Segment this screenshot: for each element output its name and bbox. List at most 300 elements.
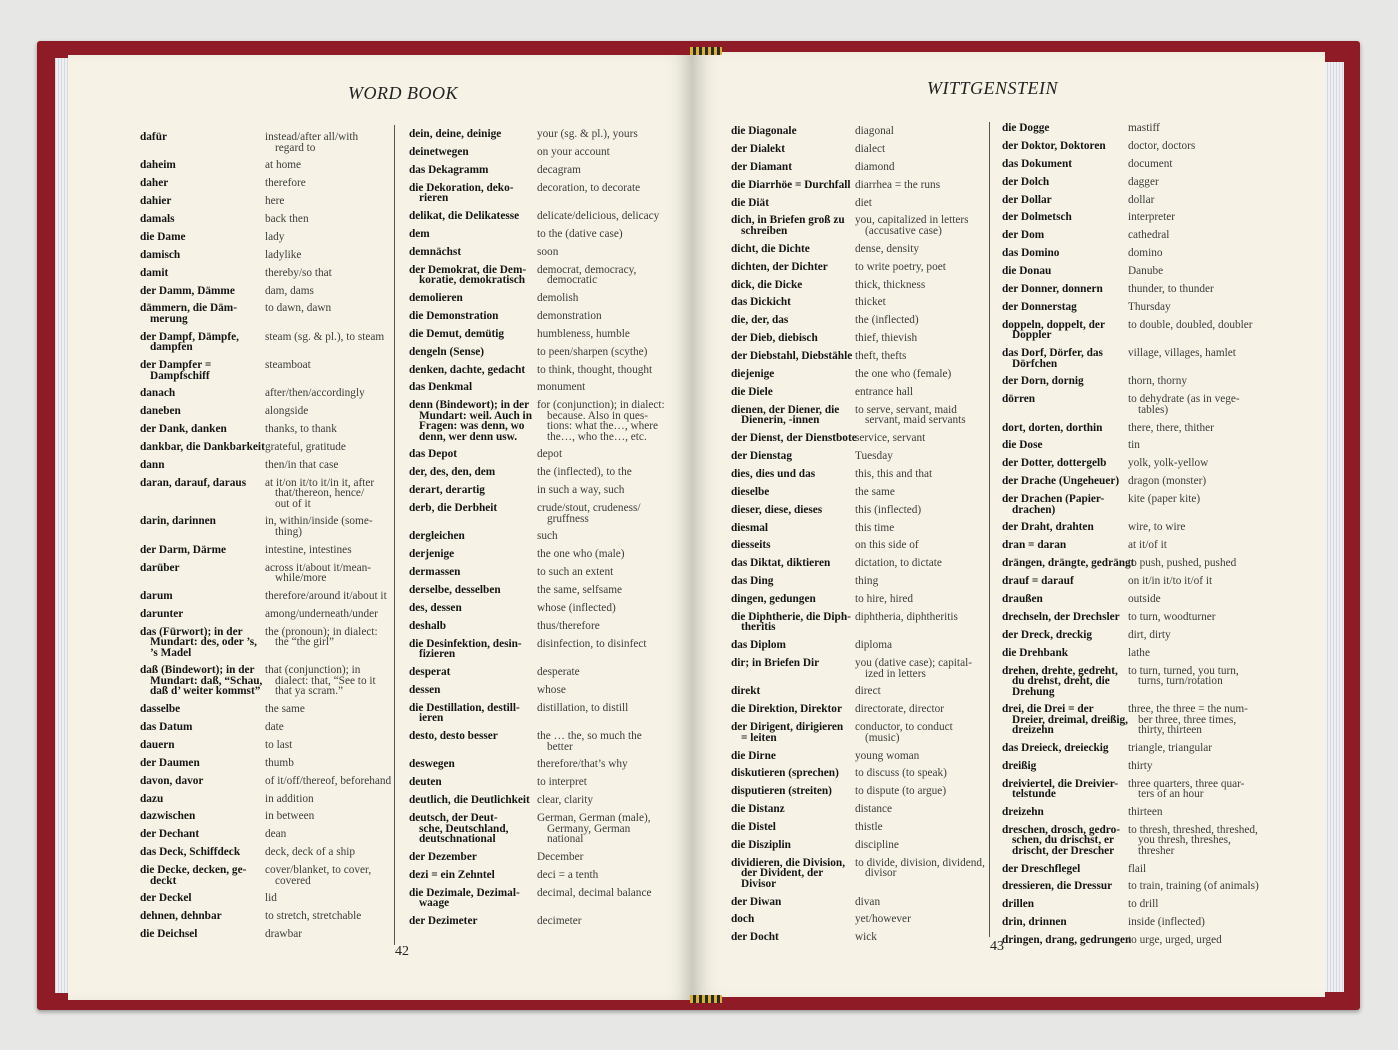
entry-headword: draußen bbox=[1002, 593, 1043, 605]
entry-definition: to double, doubled, doubler bbox=[1128, 318, 1253, 331]
entry-headword: diskutieren (sprechen) bbox=[731, 767, 839, 780]
entry-headword: desto, desto besser bbox=[409, 730, 498, 743]
entry-definition: dragon (monster) bbox=[1128, 475, 1207, 488]
entry-definition: such bbox=[537, 530, 558, 543]
entry-headword: dermassen bbox=[409, 566, 461, 579]
entry-headword: das (Fürwort); in der Mundart: des, oder ’s, ’s Madel bbox=[140, 625, 258, 659]
entry-definition: soon bbox=[537, 245, 559, 258]
entry-definition: village, villages, hamlet bbox=[1128, 347, 1236, 360]
entry-definition: diploma bbox=[855, 639, 893, 652]
entry-headword: der Dieb, diebisch bbox=[731, 332, 818, 345]
entry-headword: doppeln, doppelt, der Doppler bbox=[1002, 318, 1105, 342]
entry-headword: der Darm, Därme bbox=[140, 543, 227, 556]
entry-headword: der Dolch bbox=[1002, 175, 1050, 188]
entry-definition: intestine, intestines bbox=[265, 543, 352, 556]
entry-headword: der Docht bbox=[731, 931, 779, 944]
entry-definition: lady bbox=[265, 230, 285, 243]
entry-headword: demolieren bbox=[409, 291, 463, 304]
entry-definition: to stretch, stretchable bbox=[265, 910, 362, 923]
entry-definition: at it/on it/to it/in it, after that/thereon, hence/ out of it bbox=[265, 476, 375, 510]
entry-definition: to hire, hired bbox=[855, 593, 914, 606]
entry-headword: dreizehn bbox=[1002, 806, 1044, 819]
entry-headword: das Dickicht bbox=[731, 296, 791, 309]
entry-headword: daneben bbox=[140, 405, 181, 418]
entry-headword: dergleichen bbox=[409, 530, 465, 543]
entry-headword: das Dorf, Dörfer, das Dörfchen bbox=[1002, 347, 1103, 370]
entry-headword: dies, dies und das bbox=[731, 467, 816, 480]
entry-definition: deck, deck of a ship bbox=[265, 846, 356, 859]
entry-headword: dann bbox=[140, 458, 165, 471]
entry-headword: dicht, die Dichte bbox=[731, 242, 810, 255]
entry-headword: die Dose bbox=[1002, 439, 1043, 452]
entry-definition: on it/in it/to it/of it bbox=[1128, 575, 1213, 588]
entry-headword: der Doktor, Doktoren bbox=[1002, 139, 1106, 152]
entry-headword: die Drehbank bbox=[1002, 646, 1069, 659]
entry-headword: dichten, der Dichter bbox=[731, 260, 828, 273]
entry-headword: drechseln, der Drechsler bbox=[1002, 610, 1120, 623]
entry-headword: die, der, das bbox=[731, 314, 789, 327]
entry-headword: das Ding bbox=[731, 575, 774, 588]
entry-headword: der Dollar bbox=[1002, 193, 1052, 206]
entry-headword: der Diamant bbox=[731, 160, 792, 173]
page-edges-right bbox=[1322, 62, 1344, 992]
entry-headword: drauf = darauf bbox=[1002, 575, 1074, 588]
entry-headword: darum bbox=[140, 589, 173, 602]
column-divider bbox=[989, 122, 990, 937]
entry-definition: you (dative case); capital- ized in letters bbox=[855, 657, 972, 680]
entry-definition: there, there, thither bbox=[1128, 421, 1214, 434]
entry-definition: at home bbox=[265, 159, 302, 172]
entry-definition: to turn, woodturner bbox=[1128, 610, 1216, 623]
entry-definition: distance bbox=[855, 803, 893, 816]
entry-headword: dieser, diese, dieses bbox=[731, 503, 823, 516]
entry-definition: back then bbox=[265, 212, 309, 225]
entry-definition: service, servant bbox=[855, 432, 926, 445]
entry-definition: after/then/accordingly bbox=[265, 387, 365, 400]
entry-headword: dein, deine, deinige bbox=[409, 128, 502, 140]
entry-headword: daheim bbox=[140, 159, 176, 172]
entry-headword: die Distel bbox=[731, 821, 776, 834]
entry-definition: diarrhea = the runs bbox=[855, 178, 941, 191]
entry-definition: delicate/delicious, delicacy bbox=[537, 209, 660, 222]
entry-definition: therefore/that’s why bbox=[537, 758, 628, 771]
entry-headword: der Drache (Ungeheuer) bbox=[1002, 475, 1120, 488]
entry-headword: dazu bbox=[140, 792, 164, 805]
entry-headword: der Draht, drahten bbox=[1002, 521, 1094, 534]
entry-headword: der Dolmetsch bbox=[1002, 211, 1072, 224]
entry-headword: der Dialekt bbox=[731, 142, 786, 155]
entry-definition: lid bbox=[265, 892, 277, 905]
entry-headword: der Dreschflegel bbox=[1002, 862, 1081, 875]
entry-headword: der Damm, Dämme bbox=[140, 284, 235, 297]
entry-definition: December bbox=[537, 850, 584, 863]
entry-definition: tin bbox=[1128, 439, 1140, 452]
entry-headword: danach bbox=[140, 387, 176, 400]
entry-definition: to push, pushed, pushed bbox=[1128, 557, 1237, 570]
entry-definition: document bbox=[1128, 157, 1173, 170]
entry-headword: dörren bbox=[1002, 393, 1036, 406]
entry-definition: decimeter bbox=[537, 914, 582, 927]
entry-definition: of it/off/thereof, beforehand bbox=[265, 774, 392, 787]
entry-definition: conductor, to conduct (music) bbox=[855, 721, 953, 744]
entry-definition: Thursday bbox=[1128, 300, 1171, 313]
entry-headword: darin, darinnen bbox=[140, 515, 216, 528]
entry-definition: dense, density bbox=[855, 242, 920, 255]
entry-definition: young woman bbox=[855, 749, 920, 762]
entry-definition: distillation, to distill bbox=[537, 701, 629, 714]
entry-definition: directorate, director bbox=[855, 703, 945, 716]
entry-definition: thick, thickness bbox=[855, 278, 926, 291]
entry-headword: dahier bbox=[140, 195, 172, 208]
entry-headword: die Deichsel bbox=[140, 928, 198, 941]
entry-definition: decagram bbox=[537, 163, 581, 176]
entry-definition: steam (sg. & pl.), to steam bbox=[265, 330, 385, 343]
entry-definition: thief, thievish bbox=[855, 332, 918, 345]
entry-definition: in addition bbox=[265, 792, 314, 805]
entry-headword: dreiviertel, die Dreivier- telstunde bbox=[1002, 777, 1119, 801]
entry-definition: thistle bbox=[855, 821, 883, 834]
entry-headword: dort, dorten, dorthin bbox=[1002, 421, 1103, 434]
entry-headword: derselbe, desselben bbox=[409, 584, 501, 597]
entry-headword: deinetwegen bbox=[409, 145, 469, 158]
entry-definition: the (inflected) bbox=[855, 314, 919, 327]
entry-definition: drawbar bbox=[265, 928, 303, 941]
entry-headword: diejenige bbox=[731, 367, 775, 380]
entry-headword: die Demut, demütig bbox=[409, 327, 505, 340]
entry-definition: dam, dams bbox=[265, 284, 314, 297]
entry-headword: der Dezember bbox=[409, 850, 477, 863]
entry-headword: dingen, gedungen bbox=[731, 593, 816, 606]
entry-definition: the … the, so much the better bbox=[537, 730, 642, 753]
entry-headword: daran, darauf, daraus bbox=[140, 476, 247, 489]
entry-headword: dreißig bbox=[1002, 759, 1037, 772]
entry-headword: das Deck, Schiffdeck bbox=[140, 846, 241, 859]
right-page-number: 43 bbox=[990, 939, 1004, 954]
entry-definition: the one who (female) bbox=[855, 367, 952, 380]
entry-definition: this (inflected) bbox=[855, 503, 922, 516]
entry-definition: thereby/so that bbox=[265, 266, 332, 279]
entry-definition: thicket bbox=[855, 296, 886, 309]
entry-headword: die Dekoration, deko- rieren bbox=[409, 181, 514, 205]
entry-definition: at it/of it bbox=[1128, 539, 1167, 552]
entry-definition: to dehydrate (as in vege- tables) bbox=[1128, 393, 1240, 416]
entry-headword: die Disziplin bbox=[731, 838, 791, 851]
left-page bbox=[68, 55, 693, 1000]
entry-headword: das Depot bbox=[409, 448, 458, 461]
entry-headword: die Diät bbox=[731, 196, 769, 209]
entry-headword: die Direktion, Direktor bbox=[731, 703, 842, 716]
entry-definition: dagger bbox=[1128, 175, 1159, 188]
entry-headword: der Dirigent, dirigieren = leiten bbox=[731, 721, 844, 744]
entry-definition: among/underneath/under bbox=[265, 607, 378, 620]
entry-definition: to divide, division, dividend, divisor bbox=[855, 856, 985, 880]
entry-headword: dividieren, die Division, der Divident, der Divisor bbox=[731, 856, 846, 890]
entry-definition: to last bbox=[265, 738, 293, 751]
entry-definition: then/in that case bbox=[265, 458, 339, 471]
entry-definition: to peen/sharpen (scythe) bbox=[537, 345, 648, 358]
entry-headword: drei, die Drei = der Dreier, dreimal, dreißig, dreizehn bbox=[1002, 703, 1128, 737]
entry-headword: die Demonstration bbox=[409, 309, 499, 322]
entry-headword: derb, die Derbheit bbox=[409, 502, 498, 515]
entry-definition: entrance hall bbox=[855, 385, 914, 398]
entry-headword: der Dorn, dornig bbox=[1002, 375, 1084, 388]
entry-definition: to such an extent bbox=[537, 566, 614, 579]
entry-headword: disputieren (streiten) bbox=[731, 785, 832, 798]
entry-definition: decimal, decimal balance bbox=[537, 886, 652, 899]
entry-definition: thirty bbox=[1128, 759, 1153, 772]
entry-headword: die Diagonale bbox=[731, 125, 797, 137]
entry-headword: der Deckel bbox=[140, 892, 192, 905]
entry-definition: demolish bbox=[537, 291, 579, 304]
entry-definition: diagonal bbox=[855, 125, 894, 137]
entry-definition: clear, clarity bbox=[537, 794, 593, 807]
entry-headword: des, dessen bbox=[409, 601, 462, 614]
entry-headword: der Dotter, dottergelb bbox=[1002, 457, 1107, 470]
entry-headword: der Dreck, dreckig bbox=[1002, 628, 1093, 641]
entry-definition: dollar bbox=[1128, 193, 1155, 206]
entry-definition: steamboat bbox=[265, 359, 311, 372]
entry-definition: mastiff bbox=[1128, 122, 1160, 134]
entry-definition: to dispute (to argue) bbox=[855, 785, 947, 798]
entry-headword: die Dirne bbox=[731, 749, 776, 762]
entry-definition: disinfection, to disinfect bbox=[537, 637, 647, 650]
entry-headword: der Diebstahl, Diebstähle bbox=[731, 350, 853, 363]
entry-headword: damit bbox=[140, 266, 169, 279]
entry-definition: to serve, servant, maid servant, maid servants bbox=[855, 403, 966, 427]
entry-definition: triangle, triangular bbox=[1128, 741, 1213, 754]
entry-definition: crude/stout, crudeness/ gruffness bbox=[537, 502, 641, 525]
entry-headword: dasselbe bbox=[140, 703, 181, 716]
entry-headword: der Dampf, Dämpfe, dampfen bbox=[140, 330, 239, 354]
entry-definition: whose bbox=[537, 683, 566, 696]
entry-definition: to interpret bbox=[537, 776, 587, 789]
entry-headword: dehnen, dehnbar bbox=[140, 910, 222, 923]
headband-top bbox=[690, 47, 722, 55]
entry-definition: demonstration bbox=[537, 309, 602, 322]
entry-headword: dazwischen bbox=[140, 810, 196, 823]
entry-headword: denken, dachte, gedacht bbox=[409, 363, 526, 376]
entry-definition: cathedral bbox=[1128, 229, 1170, 242]
entry-definition: your (sg. & pl.), yours bbox=[537, 128, 638, 140]
entry-headword: dämmern, die Däm- merung bbox=[140, 302, 237, 325]
entry-headword: das Denkmal bbox=[409, 381, 473, 394]
entry-headword: deuten bbox=[409, 776, 442, 789]
entry-definition: across it/about it/mean- while/more bbox=[265, 561, 372, 585]
entry-headword: desperat bbox=[409, 665, 451, 678]
entry-definition: thanks, to thank bbox=[265, 423, 337, 436]
entry-definition: dialect bbox=[855, 142, 886, 155]
left-page-title: WORD BOOK bbox=[348, 83, 458, 103]
entry-definition: Tuesday bbox=[855, 449, 893, 462]
entry-definition: to discuss (to speak) bbox=[855, 767, 947, 780]
entry-headword: dran = daran bbox=[1002, 539, 1067, 552]
entry-definition: Danube bbox=[1128, 265, 1164, 278]
entry-definition: to drill bbox=[1128, 898, 1159, 911]
entry-definition: dirt, dirty bbox=[1128, 628, 1171, 641]
entry-definition: that (conjunction); in dialect: that, “See to it that ya scram.” bbox=[265, 664, 376, 698]
entry-headword: delikat, die Delikatesse bbox=[409, 209, 520, 222]
entry-definition: three, the three = the num- ber three, three times, thirty, thirteen bbox=[1128, 703, 1248, 737]
entry-definition: deci = a tenth bbox=[537, 868, 599, 881]
entry-headword: der Dezimeter bbox=[409, 914, 478, 927]
entry-definition: wick bbox=[855, 931, 877, 944]
entry-definition: domino bbox=[1128, 247, 1163, 260]
entry-headword: diesmal bbox=[731, 521, 769, 534]
entry-headword: dich, in Briefen groß zu schreiben bbox=[731, 214, 845, 237]
entry-headword: das Dokument bbox=[1002, 157, 1072, 170]
entry-definition: direct bbox=[855, 685, 881, 698]
entry-headword: dankbar, die Dankbarkeit bbox=[140, 440, 265, 453]
entry-headword: dafür bbox=[140, 131, 167, 143]
entry-definition: thunder, to thunder bbox=[1128, 283, 1214, 296]
entry-headword: das Dreieck, dreieckig bbox=[1002, 741, 1109, 754]
entry-definition: diet bbox=[855, 196, 872, 209]
entry-headword: der Dampfer = Dampfschiff bbox=[140, 359, 212, 382]
entry-headword: drin, drinnen bbox=[1002, 916, 1067, 929]
entry-definition: here bbox=[265, 195, 285, 208]
entry-definition: to urge, urged, urged bbox=[1128, 934, 1222, 947]
entry-definition: alongside bbox=[265, 405, 309, 418]
entry-definition: outside bbox=[1128, 593, 1161, 605]
entry-headword: der Drachen (Papier- drachen) bbox=[1002, 493, 1105, 516]
entry-definition: this time bbox=[855, 521, 895, 534]
entry-headword: deshalb bbox=[409, 619, 447, 632]
entry-definition: wire, to wire bbox=[1128, 521, 1186, 534]
entry-definition: dictation, to dictate bbox=[855, 557, 942, 570]
entry-headword: die Diphtherie, die Diph- theritis bbox=[731, 610, 851, 634]
entry-definition: to turn, turned, you turn, turns, turn/rotation bbox=[1128, 664, 1239, 688]
entry-headword: der Dank, danken bbox=[140, 423, 227, 436]
entry-headword: das Diktat, diktieren bbox=[731, 557, 831, 570]
entry-definition: monument bbox=[537, 381, 586, 394]
entry-headword: deswegen bbox=[409, 758, 455, 771]
entry-headword: der Donnerstag bbox=[1002, 300, 1077, 313]
entry-headword: darüber bbox=[140, 561, 180, 574]
entry-definition: interpreter bbox=[1128, 211, 1176, 224]
entry-definition: the same bbox=[265, 703, 305, 716]
entry-definition: divan bbox=[855, 895, 881, 908]
entry-headword: dieselbe bbox=[731, 485, 770, 498]
entry-definition: in between bbox=[265, 810, 315, 823]
entry-definition: lathe bbox=[1128, 646, 1150, 659]
entry-definition: grateful, gratitude bbox=[265, 440, 346, 453]
entry-definition: in such a way, such bbox=[537, 484, 625, 497]
entry-definition: thing bbox=[855, 575, 879, 588]
entry-headword: deutlich, die Deutlichkeit bbox=[409, 794, 530, 807]
entry-headword: dem bbox=[409, 227, 430, 240]
entry-headword: die Diele bbox=[731, 385, 773, 398]
entry-headword: deutsch, der Deut- sche, Deutschland, deutschnational bbox=[409, 812, 509, 846]
entry-headword: dessen bbox=[409, 683, 441, 696]
entry-definition: the (inflected), to the bbox=[537, 466, 632, 479]
entry-headword: der Dienst, der Dienstbote bbox=[731, 432, 857, 445]
entry-headword: dengeln (Sense) bbox=[409, 345, 485, 358]
entry-headword: dauern bbox=[140, 738, 175, 751]
entry-definition: cover/blanket, to cover, covered bbox=[265, 864, 372, 887]
entry-definition: dean bbox=[265, 828, 287, 841]
entry-headword: daher bbox=[140, 177, 169, 190]
entry-definition: democrat, democracy, democratic bbox=[537, 263, 637, 287]
entry-headword: das Dekagramm bbox=[409, 163, 489, 176]
entry-definition: the one who (male) bbox=[537, 548, 625, 561]
entry-headword: der Dom bbox=[1002, 229, 1045, 242]
entry-definition: diphtheria, diphtheritis bbox=[855, 610, 958, 623]
entry-definition: inside (inflected) bbox=[1128, 916, 1205, 929]
entry-definition: to write poetry, poet bbox=[855, 260, 946, 273]
entry-headword: drängen, drängte, gedrängt bbox=[1002, 557, 1135, 570]
entry-headword: dick, die Dicke bbox=[731, 278, 803, 291]
entry-headword: der, des, den, dem bbox=[409, 466, 496, 479]
entry-definition: depot bbox=[537, 448, 563, 461]
entry-headword: davon, davor bbox=[140, 774, 204, 787]
entry-definition: the same bbox=[855, 485, 895, 498]
entry-definition: to thresh, threshed, threshed, you thresh, threshes, thresher bbox=[1128, 823, 1258, 857]
entry-definition: decoration, to decorate bbox=[537, 181, 641, 194]
entry-headword: damals bbox=[140, 212, 175, 225]
entry-definition: thus/therefore bbox=[537, 619, 600, 632]
entry-definition: whose (inflected) bbox=[537, 601, 616, 614]
entry-definition: to think, thought, thought bbox=[537, 363, 653, 376]
entry-headword: denn (Bindewort); in der Mundart: weil. Auch in Fragen: was denn, wo denn, wer denn usw. bbox=[409, 399, 532, 443]
entry-definition: thorn, thorny bbox=[1128, 375, 1187, 388]
entry-definition: discipline bbox=[855, 838, 899, 851]
entry-definition: three quarters, three quar- ters of an hour bbox=[1128, 777, 1245, 801]
entry-definition: ladylike bbox=[265, 248, 302, 261]
entry-headword: die Donau bbox=[1002, 265, 1052, 278]
entry-definition: yet/however bbox=[855, 913, 911, 926]
entry-headword: daß (Bindewort); in der Mundart: daß, “Schau, daß d’ weiter kommst” bbox=[140, 664, 263, 698]
entry-definition: desperate bbox=[537, 665, 580, 678]
entry-headword: drehen, drehte, gedreht, du drehst, dreht, die Drehung bbox=[1002, 664, 1118, 698]
entry-headword: damisch bbox=[140, 248, 181, 261]
entry-headword: derjenige bbox=[409, 548, 455, 561]
entry-headword: die Dame bbox=[140, 230, 186, 243]
entry-headword: die Destillation, destill- ieren bbox=[409, 701, 520, 725]
entry-definition: on your account bbox=[537, 145, 610, 158]
entry-definition: you, capitalized in letters (accusative case) bbox=[855, 214, 969, 237]
entry-headword: die Decke, decken, ge- deckt bbox=[140, 864, 247, 887]
entry-headword: doch bbox=[731, 913, 755, 926]
entry-headword: dreschen, drosch, gedro- schen, du drischst, er drischt, der Drescher bbox=[1002, 823, 1120, 857]
entry-definition: kite (paper kite) bbox=[1128, 493, 1201, 506]
entry-headword: dir; in Briefen Dir bbox=[731, 657, 820, 670]
entry-definition: therefore/around it/about it bbox=[265, 589, 387, 602]
entry-headword: darunter bbox=[140, 607, 184, 620]
entry-definition: diamond bbox=[855, 160, 895, 173]
entry-definition: the same, selfsame bbox=[537, 584, 623, 597]
entry-headword: der Demokrat, die Dem- koratie, demokratisch bbox=[409, 263, 527, 287]
entry-headword: dezi = ein Zehntel bbox=[409, 868, 495, 881]
entry-definition: flail bbox=[1128, 862, 1147, 875]
entry-definition: thumb bbox=[265, 756, 294, 769]
right-page bbox=[693, 52, 1325, 997]
entry-definition: date bbox=[265, 720, 284, 733]
entry-headword: die Distanz bbox=[731, 803, 785, 816]
entry-definition: instead/after all/with regard to bbox=[265, 131, 359, 154]
headband-bottom bbox=[690, 995, 722, 1003]
entry-headword: das Domino bbox=[1002, 247, 1060, 260]
column-divider bbox=[394, 125, 395, 945]
entry-definition: German, German (male), Germany, German national bbox=[537, 812, 651, 846]
entry-headword: die Desinfektion, desin- fizieren bbox=[409, 637, 522, 661]
entry-headword: das Datum bbox=[140, 720, 193, 733]
entry-definition: the (pronoun); in dialect: the “the girl” bbox=[265, 625, 378, 649]
entry-definition: this, this and that bbox=[855, 467, 933, 480]
entry-definition: to dawn, dawn bbox=[265, 302, 332, 315]
entry-headword: dringen, drang, gedrungen bbox=[1002, 934, 1132, 947]
entry-definition: therefore bbox=[265, 177, 306, 190]
entry-definition: on this side of bbox=[855, 539, 919, 552]
